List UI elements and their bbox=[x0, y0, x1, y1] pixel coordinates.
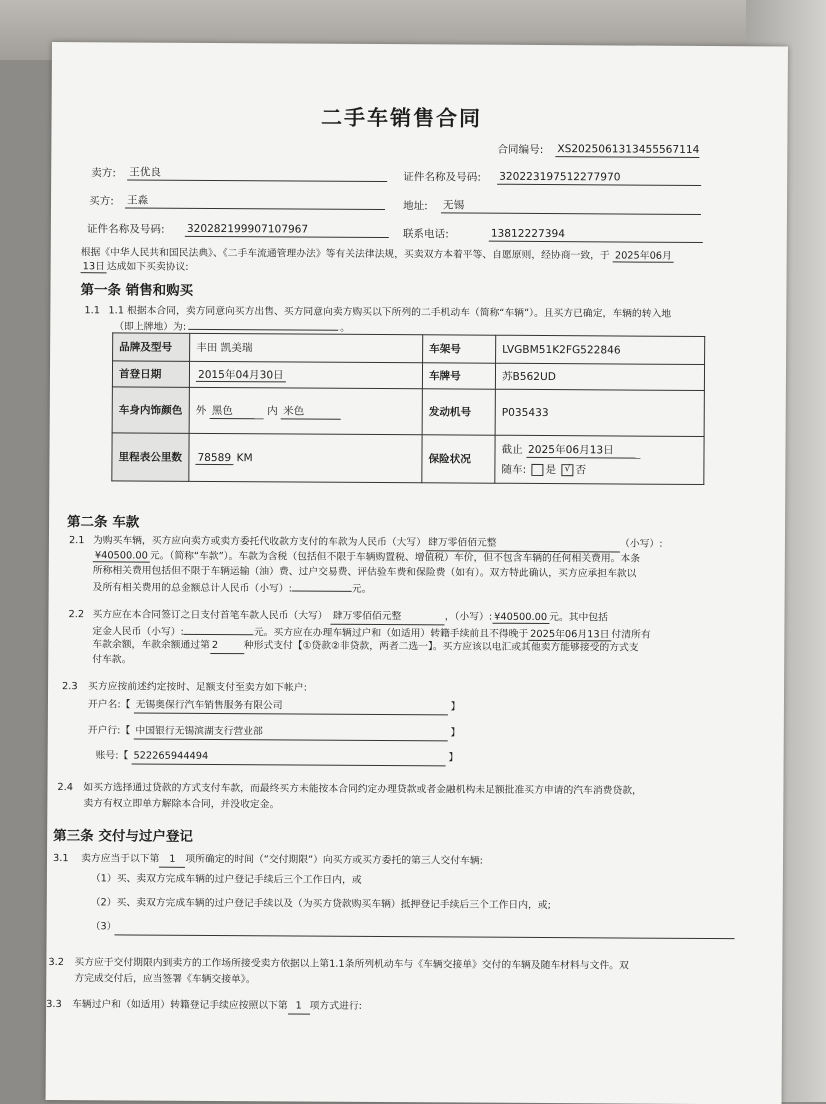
insurance-value: 截止 2025年06月13日 随车: 是 √ 否 bbox=[495, 435, 704, 484]
clause-3-1-number: 3.1 bbox=[52, 853, 69, 865]
clause-2-2-number: 2.2 bbox=[68, 609, 85, 621]
delivery-option-2: （2）买、卖双方完成车辆的过户登记手续以及（为买方贷款购买车辆）抵押登记手续后三个工作日内，或; bbox=[90, 897, 551, 912]
brand-value: 丰田 凯美瑞 bbox=[190, 333, 423, 362]
phone-label: 联系电话: bbox=[402, 228, 449, 241]
seller-name: 王优良 bbox=[127, 165, 387, 182]
engine-label: 发动机号 bbox=[422, 389, 495, 435]
clause-3-2-number: 3.2 bbox=[48, 956, 65, 969]
address-label: 地址: bbox=[402, 200, 428, 213]
article-3-heading: 第三条 交付与过户登记 bbox=[53, 828, 193, 845]
buyer-id: 320282199907107967 bbox=[185, 222, 389, 238]
reg-date-value: 2015年04月30日 bbox=[189, 361, 422, 388]
seller-id: 320223197512277970 bbox=[497, 170, 701, 186]
preamble-line-1: 根据《中华人民共和国民法典》、《二手车流通管理办法》等有关法律法规，买卖双方本着平等、自愿原则，经协商一致，于 2025年06月 bbox=[80, 247, 672, 262]
mileage-label: 里程表公里数 bbox=[112, 433, 189, 481]
contract-no: XS2025061313455567114 bbox=[555, 142, 699, 158]
contract-no-label: 合同编号: bbox=[497, 143, 544, 157]
clause-2-2-line-1: 买方应在本合同签订之日支付首笔车款人民币（大写） 肆万零佰佰元整 ，（小写）: ¥40500.00 元。其中包括 bbox=[92, 608, 607, 626]
clause-3-1-text: 卖方应当于以下第 1 项所确定的时间（“交付期限”）向买方或买方委托的第三人交付车辆: bbox=[80, 853, 483, 867]
clause-2-4-line-1: 如买方选择通过贷款的方式支付车款，而最终买方未能按本合同约定办理贷款或者金融机构未足额批准买方申请的汽车消费贷款， bbox=[83, 782, 642, 797]
buyer-label: 买方: bbox=[88, 195, 114, 208]
plate-value: 苏B562UD bbox=[495, 363, 704, 390]
clause-2-1-number: 2.1 bbox=[68, 535, 85, 547]
preamble-line-2: 13日 达成如下买卖协议: bbox=[81, 260, 189, 275]
seller-label: 卖方: bbox=[91, 167, 117, 180]
buyer-id-label: 证件名称及号码: bbox=[86, 223, 165, 236]
option-3-blank-line bbox=[115, 934, 735, 939]
phone: 13812227394 bbox=[489, 227, 703, 243]
clause-2-1-line-4: 及所有相关费用的总金额总计人民币（小写）: 元。 bbox=[92, 582, 372, 595]
clause-3-2-line-2: 方完成交付后，应当签署《车辆交接单》。 bbox=[74, 973, 256, 986]
clause-2-4-line-2: 卖方有权立即单方解除本合同，并没收定金。 bbox=[83, 798, 280, 811]
engine-value: P035433 bbox=[495, 389, 704, 436]
document-title: 二手车销售合同 bbox=[320, 105, 483, 131]
vin-value: LVGBM51K2FG522846 bbox=[496, 335, 705, 364]
account-name-row: 开户名:【 无锡奥保行汽车销售服务有限公司 】 bbox=[88, 698, 461, 715]
brand-label: 品牌及型号 bbox=[113, 333, 190, 361]
clause-3-3-number: 3.3 bbox=[46, 998, 62, 1011]
clause-2-2-line-3: 车款余额，车款余额通过第 2 种形式支付【①贷款②非贷款，两者二选一】。买方应该以电汇或其他卖方能够接受的方式支 bbox=[92, 639, 639, 654]
no-checkbox[interactable]: √ bbox=[561, 464, 573, 476]
mileage-value: 78589 KM bbox=[189, 433, 422, 482]
article-2-heading: 第二条 车款 bbox=[67, 514, 140, 531]
clause-2-3-number: 2.3 bbox=[62, 681, 78, 693]
clause-2-1-line-1: 为购买车辆，买方应向卖方或卖方委托代收款方支付的车款为人民币（大写） 肆万零佰佰元整 （小写）: bbox=[93, 534, 663, 552]
clause-2-4-number: 2.4 bbox=[57, 782, 74, 794]
vehicle-table bbox=[111, 332, 705, 485]
bank-row: 开户行:【 中国银行无锡滨湖支行营业部 】 bbox=[88, 724, 461, 741]
clause-1-1-text: 1.1 根据本合同，卖方同意向买方出售、买方同意向卖方购买以下所列的二手机动车（简称“车辆”）。且买方已确定，车辆的转入地 bbox=[108, 305, 672, 320]
account-number-row: 账号:【 522265944494 】 bbox=[96, 749, 459, 766]
clause-2-3-intro: 买方应按前述约定按时、足额支付至卖方如下帐户: bbox=[88, 681, 307, 694]
clause-1-1-text-2: （即上牌地）为: 。 bbox=[114, 318, 350, 335]
yes-checkbox[interactable] bbox=[531, 464, 543, 476]
clause-1-1-number: 1.1 bbox=[84, 305, 100, 317]
delivery-option-3: （3） bbox=[90, 921, 117, 933]
clause-2-1-line-2: ¥40500.00 元。（简称“车款”）。车款为含税（包括但不限于车辆购置税、增值税）车价，但不包含车辆的任何相关费用。本条 bbox=[93, 549, 640, 566]
delivery-option-1: （1）买、卖双方完成车辆的过户登记手续后三个工作日内，或 bbox=[90, 873, 362, 886]
buyer-name: 王淼 bbox=[125, 193, 385, 210]
plate-label: 车牌号 bbox=[422, 363, 495, 389]
article-1-heading: 第一条 销售和购买 bbox=[80, 282, 194, 299]
clause-3-3-text: 车辆过户和（如适用）转籍登记手续应按照以下第 1 项方式进行: bbox=[72, 998, 362, 1015]
reg-date-label: 首登日期 bbox=[112, 361, 189, 387]
clause-2-2-line-4: 付车款。 bbox=[92, 654, 132, 666]
contract-sheet bbox=[46, 42, 788, 1104]
clause-2-1-line-3: 所称相关费用包括但不限于车辆运输（油）费、过户交易费、评估验车费和保险费（如有）。双方特此确认，买方应承担车款以 bbox=[92, 565, 637, 580]
insurance-label: 保险状况 bbox=[422, 435, 495, 483]
color-value: 外 黑色 内 米色 bbox=[189, 387, 422, 434]
address: 无锡 bbox=[441, 198, 701, 215]
clause-3-2-line-1: 买方应于交付期限内到卖方的工作场所接受卖方依据以上第1.1条所列机动车与《车辆交接单》交付的车辆及随车材料与文件。双 bbox=[74, 957, 629, 972]
color-label: 车身内饰颜色 bbox=[112, 387, 189, 433]
clause-2-2-line-2: 定金人民币（小写）: 元。买方应在办理车辆过户和（如适用）转籍手续前且不得晚于 2025年06月13日 付清所有 bbox=[92, 623, 650, 642]
vin-label: 车架号 bbox=[423, 335, 496, 363]
seller-id-label: 证件名称及号码: bbox=[403, 171, 481, 184]
